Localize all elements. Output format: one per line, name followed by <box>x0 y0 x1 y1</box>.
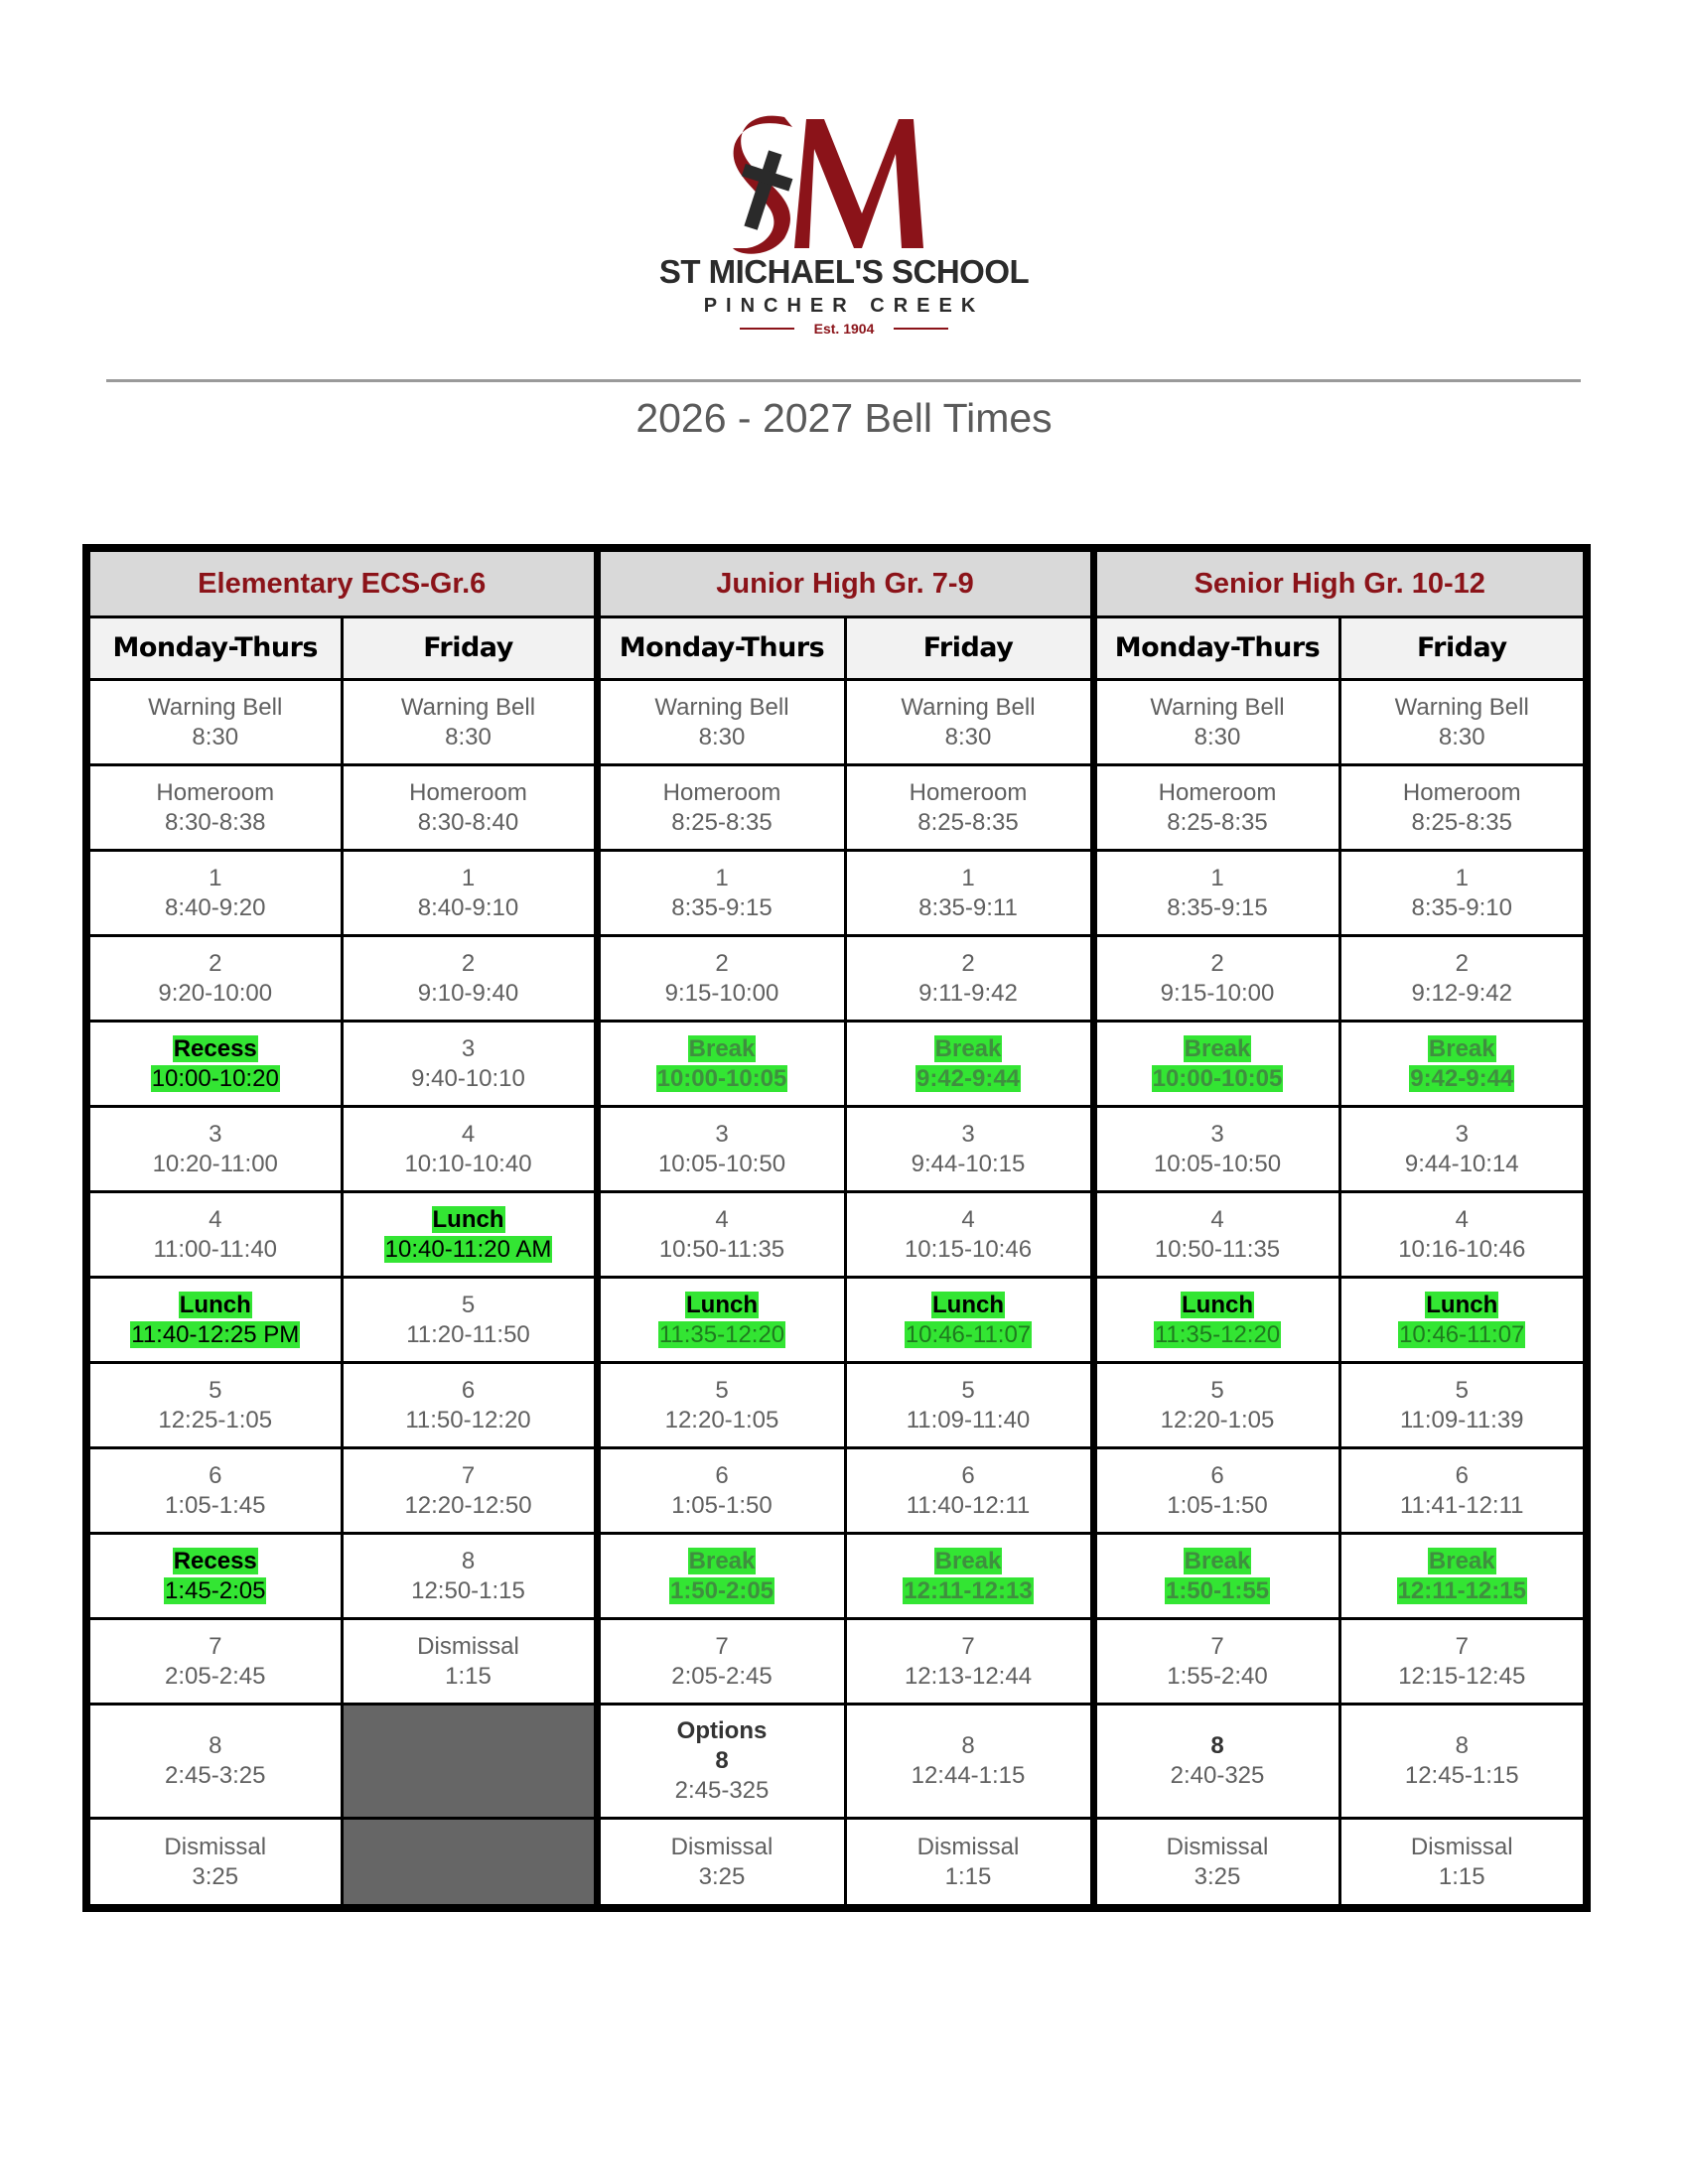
period-label: 5 <box>961 1376 975 1404</box>
schedule-cell <box>845 1534 1093 1619</box>
period-label: 3 <box>1210 1120 1224 1148</box>
logo-school-name: ST MICHAEL'S SCHOOL <box>658 253 1030 290</box>
period-label: Break <box>1428 1547 1495 1574</box>
schedule-cell <box>845 1619 1093 1705</box>
schedule-cell <box>1339 1705 1587 1819</box>
schedule-cell <box>86 936 342 1022</box>
period-label: Break <box>1184 1547 1251 1574</box>
period-label: Warning Bell <box>1394 693 1529 721</box>
schedule-cell <box>86 1619 342 1705</box>
period-time: 10:50-11:35 <box>1154 1235 1281 1263</box>
schedule-cell <box>86 1534 342 1619</box>
schedule-cell <box>845 1022 1093 1107</box>
period-label: Dismissal <box>1166 1833 1269 1860</box>
schedule-cell <box>1339 1363 1587 1448</box>
logo-established: Est. 1904 <box>813 321 875 337</box>
schedule-cell <box>1339 1107 1587 1192</box>
period-label: 6 <box>1455 1461 1469 1489</box>
period-label: 2 <box>209 949 222 977</box>
schedule-cell <box>1339 851 1587 936</box>
period-label: Warning Bell <box>654 693 789 721</box>
schedule-cell <box>597 1619 845 1705</box>
schedule-cell <box>1339 1534 1587 1619</box>
period-label: 8 <box>461 1547 476 1574</box>
period-time: 12:20-1:05 <box>664 1406 779 1433</box>
schedule-cell <box>86 1705 342 1819</box>
period-label: 4 <box>1210 1205 1224 1233</box>
period-time: 12:15-12:45 <box>1398 1662 1526 1690</box>
period-time: 8:30-8:38 <box>165 808 266 836</box>
schedule-cell <box>1093 1278 1339 1363</box>
period-time: 2:45-3:25 <box>165 1762 266 1789</box>
period-time: 8:30 <box>445 723 492 751</box>
period-time: 11:00-11:40 <box>153 1235 278 1263</box>
schedule-cell <box>845 1192 1093 1278</box>
period-time: 8:25-8:35 <box>1167 808 1268 836</box>
period-label: 2 <box>461 949 476 977</box>
period-time: 12:45-1:15 <box>1404 1762 1519 1789</box>
schedule-cell <box>342 1619 597 1705</box>
period-label: Break <box>1184 1034 1251 1062</box>
schedule-cell <box>1093 765 1339 851</box>
period-time: 8:30 <box>698 723 746 751</box>
period-time: 2:05-2:45 <box>671 1662 773 1690</box>
schedule-cell <box>1093 1363 1339 1448</box>
period-label: Warning Bell <box>1150 693 1285 721</box>
schedule-cell <box>342 680 597 765</box>
schedule-cell <box>1339 765 1587 851</box>
period-time: 1:45-2:05 <box>165 1576 266 1604</box>
period-time: 12:20-12:50 <box>404 1491 532 1519</box>
period-time: 2:40-325 <box>1170 1762 1265 1789</box>
day-header: Friday <box>1339 617 1587 680</box>
period-time: 8:30-8:40 <box>417 808 519 836</box>
period-time: 8:35-9:15 <box>671 893 773 921</box>
schedule-cell <box>597 1363 845 1448</box>
period-label: 4 <box>461 1120 476 1148</box>
period-time: 8:35-9:10 <box>1411 893 1512 921</box>
schedule-cell <box>1093 1705 1339 1819</box>
period-time: 8:35-9:11 <box>918 893 1018 921</box>
period-time: 9:10-9:40 <box>417 979 519 1007</box>
period-time: 11:40-12:25 PM <box>131 1320 300 1348</box>
period-label: 7 <box>209 1632 222 1660</box>
schedule-cell <box>597 1192 845 1278</box>
schedule-cell <box>86 1819 342 1909</box>
schedule-cell <box>1339 1448 1587 1534</box>
schedule-cell <box>1093 936 1339 1022</box>
schedule-cell <box>845 765 1093 851</box>
schedule-cell <box>1093 1107 1339 1192</box>
period-label: Recess <box>173 1547 257 1574</box>
period-label: 7 <box>461 1461 476 1489</box>
day-header: Friday <box>845 617 1093 680</box>
schedule-cell <box>597 1819 845 1909</box>
period-label: Warning Bell <box>400 693 536 721</box>
period-label: Homeroom <box>1158 778 1277 806</box>
period-label: 6 <box>715 1461 729 1489</box>
period-time: 2:05-2:45 <box>165 1662 266 1690</box>
period-label: Lunch <box>686 1291 758 1318</box>
schedule-cell <box>1339 1022 1587 1107</box>
period-time: 10:00-10:05 <box>656 1064 787 1092</box>
schedule-row <box>86 1819 1587 1909</box>
period-time: 1:55-2:40 <box>1167 1662 1268 1690</box>
schedule-cell <box>1339 1819 1587 1909</box>
day-header: Monday-Thurs <box>597 617 845 680</box>
period-label: Homeroom <box>909 778 1028 806</box>
period-label: 8 <box>209 1732 222 1759</box>
period-time: 8:30 <box>944 723 992 751</box>
period-time: 1:15 <box>1438 1862 1485 1890</box>
period-time: 10:10-10:40 <box>404 1150 532 1177</box>
period-time: 1:50-2:05 <box>669 1576 774 1604</box>
period-label: 2 <box>961 949 975 977</box>
period-label: Homeroom <box>156 778 275 806</box>
period-time: 10:00-10:05 <box>1152 1064 1283 1092</box>
schedule-cell <box>845 1819 1093 1909</box>
empty-cell <box>342 1819 597 1909</box>
schedule-cell <box>1339 1619 1587 1705</box>
period-time: 8:25-8:35 <box>1411 808 1512 836</box>
period-label: Lunch <box>1426 1291 1498 1318</box>
schedule-cell <box>845 1278 1093 1363</box>
schedule-cell <box>845 1448 1093 1534</box>
schedule-cell <box>1093 851 1339 936</box>
schedule-cell <box>1339 680 1587 765</box>
period-label: 8 <box>961 1732 975 1759</box>
period-time: 1:05-1:50 <box>671 1491 773 1519</box>
period-label: Lunch <box>1182 1291 1253 1318</box>
period-label: Lunch <box>432 1205 504 1233</box>
period-time: 10:40-11:20 AM <box>384 1235 552 1263</box>
period-label: 6 <box>209 1461 222 1489</box>
schedule-cell <box>86 765 342 851</box>
period-label: 1 <box>1455 864 1469 891</box>
period-time: 11:09-11:40 <box>906 1406 1031 1433</box>
period-time: 2:45-325 <box>674 1777 770 1804</box>
schedule-cell <box>597 1705 845 1819</box>
period-label: 3 <box>961 1120 975 1148</box>
period-label: Warning Bell <box>901 693 1036 721</box>
empty-cell <box>342 1705 597 1819</box>
schedule-cell <box>1093 1022 1339 1107</box>
period-label: 8 <box>1455 1732 1469 1759</box>
schedule-row <box>86 765 1587 851</box>
period-label: Dismissal <box>1410 1833 1513 1860</box>
schedule-cell <box>86 1448 342 1534</box>
schedule-row <box>86 1619 1587 1705</box>
period-label: Break <box>688 1547 756 1574</box>
period-time: 1:05-1:50 <box>1167 1491 1268 1519</box>
schedule-row <box>86 1534 1587 1619</box>
period-label: 2 <box>715 949 729 977</box>
period-label: 1 <box>209 864 222 891</box>
schedule-cell <box>597 1278 845 1363</box>
period-time: 3:25 <box>1194 1862 1241 1890</box>
period-label: Break <box>934 1547 1002 1574</box>
period-time: 8:30 <box>1194 723 1241 751</box>
period-time: 11:20-11:50 <box>406 1320 530 1348</box>
period-time: 1:50-1:55 <box>1165 1576 1270 1604</box>
period-time: 9:11-9:42 <box>918 979 1018 1007</box>
schedule-cell <box>86 1363 342 1448</box>
period-time: 10:46-11:07 <box>1399 1320 1525 1348</box>
day-header: Friday <box>342 617 597 680</box>
period-label: 5 <box>461 1291 476 1318</box>
schedule-row <box>86 1363 1587 1448</box>
period-time: 9:44-10:15 <box>911 1150 1026 1177</box>
schedule-cell <box>1093 680 1339 765</box>
period-time: 8:30 <box>1438 723 1485 751</box>
schedule-cell <box>597 680 845 765</box>
period-time: 3:25 <box>192 1862 239 1890</box>
period-time: 1:05-1:45 <box>165 1491 266 1519</box>
group-senior-high: Senior High Gr. 10-12 <box>1093 548 1587 617</box>
period-time: 9:12-9:42 <box>1411 979 1512 1007</box>
schedule-row <box>86 1192 1587 1278</box>
period-time: 12:20-1:05 <box>1160 1406 1275 1433</box>
period-time: 8:25-8:35 <box>671 808 773 836</box>
period-label: Dismissal <box>916 1833 1020 1860</box>
period-label: 1 <box>715 864 729 891</box>
period-label: Homeroom <box>409 778 527 806</box>
schedule-row <box>86 1022 1587 1107</box>
bell-times-table <box>82 544 1591 1912</box>
period-time: 8:35-9:15 <box>1167 893 1268 921</box>
schedule-row <box>86 851 1587 936</box>
schedule-row <box>86 1107 1587 1192</box>
period-time: 10:05-10:50 <box>1153 1150 1282 1177</box>
logo-location: PINCHER CREEK <box>703 295 985 317</box>
period-label: Lunch <box>179 1291 251 1318</box>
period-time: 10:46-11:07 <box>905 1320 1032 1348</box>
schedule-cell <box>597 1448 845 1534</box>
period-time: 9:40-10:10 <box>411 1064 525 1092</box>
period-label: Dismissal <box>417 1632 519 1660</box>
schedule-cell <box>86 1192 342 1278</box>
period-label: 3 <box>209 1120 222 1148</box>
period-label: Warning Bell <box>148 693 283 721</box>
period-label: Homeroom <box>1402 778 1521 806</box>
day-header: Monday-Thurs <box>1093 617 1339 680</box>
period-time: 12:11-12:13 <box>904 1576 1033 1604</box>
period-time: 10:15-10:46 <box>904 1235 1033 1263</box>
period-label: 8 <box>1210 1732 1224 1759</box>
schedule-cell <box>1339 1192 1587 1278</box>
schedule-cell <box>86 1022 342 1107</box>
period-time: 8:25-8:35 <box>917 808 1019 836</box>
schedule-cell <box>597 1022 845 1107</box>
group-header-row <box>86 548 1587 617</box>
schedule-cell <box>597 765 845 851</box>
period-label: Lunch <box>932 1291 1004 1318</box>
schedule-cell <box>342 1363 597 1448</box>
period-label: 3 <box>715 1120 729 1148</box>
schedule-cell <box>342 1192 597 1278</box>
schedule-cell <box>342 1022 597 1107</box>
period-label: Options <box>676 1717 768 1744</box>
schedule-row <box>86 1278 1587 1363</box>
schedule-cell <box>845 1705 1093 1819</box>
period-label: 2 <box>1455 949 1469 977</box>
period-time: 10:00-10:20 <box>151 1064 279 1092</box>
logo-m-mark <box>794 119 923 248</box>
period-label: 7 <box>961 1632 975 1660</box>
period-time: 12:50-1:15 <box>411 1576 525 1604</box>
period-label: Dismissal <box>164 1833 267 1860</box>
period-time: 11:35-12:20 <box>658 1320 785 1348</box>
period-label: 7 <box>715 1632 729 1660</box>
period-label: Dismissal <box>670 1833 774 1860</box>
schedule-cell <box>845 680 1093 765</box>
period-time: 12:25-1:05 <box>158 1406 273 1433</box>
period-label: 4 <box>209 1205 222 1233</box>
period-time: 8 <box>715 1747 729 1774</box>
period-time: 8:40-9:10 <box>417 893 519 921</box>
period-time: 12:13-12:44 <box>904 1662 1033 1690</box>
period-label: 6 <box>961 1461 975 1489</box>
schedule-cell <box>1093 1819 1339 1909</box>
schedule-cell <box>597 851 845 936</box>
schedule-row <box>86 936 1587 1022</box>
period-label: 4 <box>961 1205 975 1233</box>
period-time: 11:40-12:11 <box>906 1491 1031 1519</box>
period-label: 7 <box>1455 1632 1469 1660</box>
period-time: 8:40-9:20 <box>165 893 266 921</box>
period-label: 5 <box>209 1376 222 1404</box>
period-time: 11:09-11:39 <box>1399 1406 1524 1433</box>
schedule-cell <box>1339 1278 1587 1363</box>
period-time: 9:15-10:00 <box>664 979 779 1007</box>
period-label: 4 <box>715 1205 729 1233</box>
period-label: 2 <box>1210 949 1224 977</box>
period-time: 11:35-12:20 <box>1154 1320 1281 1348</box>
period-time: 8:30 <box>192 723 239 751</box>
day-header-row <box>86 617 1587 680</box>
period-time: 9:42-9:44 <box>1410 1064 1514 1092</box>
period-time: 1:15 <box>944 1862 992 1890</box>
period-time: 12:11-12:15 <box>1397 1576 1526 1604</box>
period-label: 6 <box>461 1376 476 1404</box>
schedule-cell <box>342 1107 597 1192</box>
period-label: Break <box>934 1034 1002 1062</box>
page-title: 2026 - 2027 Bell Times <box>635 395 1053 441</box>
period-label: 3 <box>1455 1120 1469 1148</box>
period-time: 11:41-12:11 <box>1399 1491 1524 1519</box>
period-time: 11:50-12:20 <box>405 1406 531 1433</box>
period-time: 10:05-10:50 <box>657 1150 786 1177</box>
schedule-row <box>86 1705 1587 1819</box>
period-label: 1 <box>961 864 975 891</box>
schedule-cell <box>597 1534 845 1619</box>
period-label: Break <box>688 1034 756 1062</box>
schedule-cell <box>1093 1534 1339 1619</box>
schedule-cell <box>845 1107 1093 1192</box>
period-time: 10:50-11:35 <box>658 1235 785 1263</box>
schedule-row <box>86 680 1587 765</box>
period-time: 9:42-9:44 <box>915 1064 1021 1092</box>
period-label: 5 <box>1210 1376 1224 1404</box>
schedule-cell <box>1339 936 1587 1022</box>
period-label: 4 <box>1455 1205 1469 1233</box>
period-time: 10:16-10:46 <box>1398 1235 1526 1263</box>
period-label: 5 <box>715 1376 729 1404</box>
day-header: Monday-Thurs <box>86 617 342 680</box>
period-label: 3 <box>461 1034 476 1062</box>
schedule-cell <box>86 851 342 936</box>
schedule-cell <box>342 1448 597 1534</box>
period-label: 5 <box>1455 1376 1469 1404</box>
schedule-cell <box>597 1107 845 1192</box>
period-time: 9:44-10:14 <box>1404 1150 1519 1177</box>
period-time: 10:20-11:00 <box>152 1150 278 1177</box>
period-time: 9:20-10:00 <box>158 979 273 1007</box>
period-label: 6 <box>1210 1461 1224 1489</box>
schedule-cell <box>86 680 342 765</box>
period-time: 12:44-1:15 <box>911 1762 1026 1789</box>
schedule-cell <box>342 1278 597 1363</box>
schedule-cell <box>1093 1448 1339 1534</box>
group-elementary: Elementary ECS-Gr.6 <box>86 548 597 617</box>
period-label: Recess <box>173 1034 257 1062</box>
period-label: 7 <box>1210 1632 1224 1660</box>
schedule-cell <box>86 1278 342 1363</box>
period-time: 1:15 <box>445 1662 492 1690</box>
schedule-cell <box>845 1363 1093 1448</box>
period-label: Homeroom <box>662 778 781 806</box>
header-divider <box>106 379 1581 382</box>
period-label: 1 <box>461 864 476 891</box>
schedule-cell <box>86 1107 342 1192</box>
schedule-cell <box>845 851 1093 936</box>
group-junior-high: Junior High Gr. 7-9 <box>597 548 1093 617</box>
schedule-cell <box>1093 1192 1339 1278</box>
period-label: Break <box>1428 1034 1495 1062</box>
schedule-cell <box>342 936 597 1022</box>
schedule-cell <box>342 765 597 851</box>
period-time: 9:15-10:00 <box>1160 979 1275 1007</box>
schedule-cell <box>597 936 845 1022</box>
schedule-cell <box>1093 1619 1339 1705</box>
period-time: 3:25 <box>698 1862 746 1890</box>
schedule-cell <box>342 1534 597 1619</box>
school-logo <box>635 109 1053 338</box>
schedule-cell <box>845 936 1093 1022</box>
schedule-row <box>86 1448 1587 1534</box>
period-label: 1 <box>1210 864 1224 891</box>
schedule-cell <box>342 851 597 936</box>
